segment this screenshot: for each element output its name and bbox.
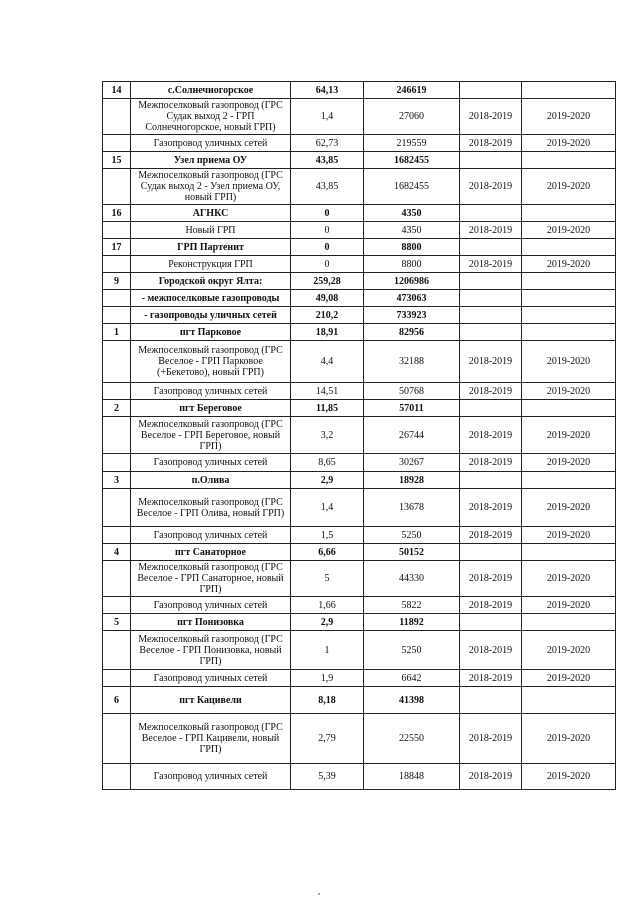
table-row bbox=[103, 205, 616, 222]
cell-len: 6,66 bbox=[291, 544, 364, 561]
table-row bbox=[103, 597, 616, 614]
cell-y2: 2019-2020 bbox=[522, 489, 616, 527]
cell-cost: 8800 bbox=[364, 239, 460, 256]
cell-len: 11,85 bbox=[291, 400, 364, 417]
table-row bbox=[103, 670, 616, 687]
cell-name: Межпоселковый газопровод (ГРС Судак выход 2 - Узел приема ОУ, новый ГРП) bbox=[131, 169, 291, 205]
cell-y1 bbox=[460, 307, 522, 324]
cell-y1: 2018-2019 bbox=[460, 383, 522, 400]
table-row bbox=[103, 152, 616, 169]
cell-cost: 5250 bbox=[364, 631, 460, 670]
cell-y2 bbox=[522, 239, 616, 256]
table-row bbox=[103, 273, 616, 290]
cell-num: 17 bbox=[103, 239, 131, 256]
cell-y2: 2019-2020 bbox=[522, 383, 616, 400]
cell-num bbox=[103, 631, 131, 670]
cell-y1: 2018-2019 bbox=[460, 714, 522, 764]
cell-y2: 2019-2020 bbox=[522, 527, 616, 544]
cell-name: пгт Санаторное bbox=[131, 544, 291, 561]
cell-len: 3,2 bbox=[291, 417, 364, 454]
table-row bbox=[103, 454, 616, 472]
cell-cost: 473063 bbox=[364, 290, 460, 307]
page-mark bbox=[318, 893, 320, 895]
cell-y1: 2018-2019 bbox=[460, 256, 522, 273]
cell-len: 0 bbox=[291, 256, 364, 273]
cell-cost: 22550 bbox=[364, 714, 460, 764]
cell-y2 bbox=[522, 273, 616, 290]
cell-y1: 2018-2019 bbox=[460, 561, 522, 597]
cell-len: 2,79 bbox=[291, 714, 364, 764]
cell-len: 5 bbox=[291, 561, 364, 597]
cell-num bbox=[103, 670, 131, 687]
cell-y2: 2019-2020 bbox=[522, 341, 616, 383]
cell-cost: 11892 bbox=[364, 614, 460, 631]
cell-y2: 2019-2020 bbox=[522, 714, 616, 764]
cell-num bbox=[103, 222, 131, 239]
cell-y1 bbox=[460, 687, 522, 714]
table-row bbox=[103, 324, 616, 341]
cell-cost: 4350 bbox=[364, 205, 460, 222]
cell-len: 14,51 bbox=[291, 383, 364, 400]
cell-num bbox=[103, 290, 131, 307]
cell-num bbox=[103, 135, 131, 152]
table-row bbox=[103, 383, 616, 400]
table-row bbox=[103, 82, 616, 99]
cell-name: пгт Береговое bbox=[131, 400, 291, 417]
table-row bbox=[103, 99, 616, 135]
cell-y1: 2018-2019 bbox=[460, 99, 522, 135]
cell-y1 bbox=[460, 205, 522, 222]
table-row bbox=[103, 290, 616, 307]
cell-len: 259,28 bbox=[291, 273, 364, 290]
cell-name: Межпоселковый газопровод (ГРС Веселое - ГРП Понизовка, новый ГРП) bbox=[131, 631, 291, 670]
table-row bbox=[103, 544, 616, 561]
cell-num bbox=[103, 169, 131, 205]
cell-len: 0 bbox=[291, 205, 364, 222]
cell-y2: 2019-2020 bbox=[522, 561, 616, 597]
cell-y2 bbox=[522, 152, 616, 169]
cell-len: 43,85 bbox=[291, 152, 364, 169]
cell-num bbox=[103, 527, 131, 544]
cell-cost: 1682455 bbox=[364, 152, 460, 169]
cell-name: пгт Понизовка bbox=[131, 614, 291, 631]
cell-num: 9 bbox=[103, 273, 131, 290]
cell-len: 1,4 bbox=[291, 99, 364, 135]
cell-len: 1 bbox=[291, 631, 364, 670]
table-row bbox=[103, 527, 616, 544]
cell-cost: 57011 bbox=[364, 400, 460, 417]
cell-y1 bbox=[460, 239, 522, 256]
cell-y2: 2019-2020 bbox=[522, 417, 616, 454]
cell-y1: 2018-2019 bbox=[460, 489, 522, 527]
cell-y1 bbox=[460, 273, 522, 290]
table-row bbox=[103, 714, 616, 764]
cell-len: 0 bbox=[291, 239, 364, 256]
cell-cost: 26744 bbox=[364, 417, 460, 454]
cell-name: Новый ГРП bbox=[131, 222, 291, 239]
cell-y1 bbox=[460, 290, 522, 307]
cell-y2 bbox=[522, 400, 616, 417]
cell-y1 bbox=[460, 152, 522, 169]
cell-y2: 2019-2020 bbox=[522, 597, 616, 614]
cell-y2 bbox=[522, 687, 616, 714]
table-row bbox=[103, 239, 616, 256]
cell-len: 62,73 bbox=[291, 135, 364, 152]
table-row bbox=[103, 135, 616, 152]
cell-cost: 1682455 bbox=[364, 169, 460, 205]
cell-cost: 50152 bbox=[364, 544, 460, 561]
cell-y1: 2018-2019 bbox=[460, 631, 522, 670]
cell-y2 bbox=[522, 82, 616, 99]
cell-name: с.Солнечногорское bbox=[131, 82, 291, 99]
cell-y2 bbox=[522, 290, 616, 307]
cell-cost: 32188 bbox=[364, 341, 460, 383]
table-row bbox=[103, 561, 616, 597]
cell-name: Межпоселковый газопровод (ГРС Веселое - ГРП Береговое, новый ГРП) bbox=[131, 417, 291, 454]
table-row bbox=[103, 614, 616, 631]
cell-num: 6 bbox=[103, 687, 131, 714]
cell-len: 4,4 bbox=[291, 341, 364, 383]
cell-cost: 5250 bbox=[364, 527, 460, 544]
cell-len: 1,66 bbox=[291, 597, 364, 614]
cell-len: 64,13 bbox=[291, 82, 364, 99]
cell-len: 2,9 bbox=[291, 614, 364, 631]
cell-cost: 5822 bbox=[364, 597, 460, 614]
cell-num bbox=[103, 561, 131, 597]
cell-len: 1,5 bbox=[291, 527, 364, 544]
cell-cost: 44330 bbox=[364, 561, 460, 597]
cell-y2 bbox=[522, 544, 616, 561]
cell-len: 210,2 bbox=[291, 307, 364, 324]
cell-len: 1,4 bbox=[291, 489, 364, 527]
cell-y1 bbox=[460, 614, 522, 631]
cell-y1 bbox=[460, 400, 522, 417]
cell-y2: 2019-2020 bbox=[522, 454, 616, 472]
cell-num: 15 bbox=[103, 152, 131, 169]
cell-num bbox=[103, 383, 131, 400]
table-row bbox=[103, 307, 616, 324]
cell-name: Газопровод уличных сетей bbox=[131, 383, 291, 400]
cell-name: Межпоселковый газопровод (ГРС Судак выход 2 - ГРП Солнечногорское, новый ГРП) bbox=[131, 99, 291, 135]
table-row bbox=[103, 472, 616, 489]
gas-pipeline-table bbox=[102, 81, 616, 790]
cell-y1: 2018-2019 bbox=[460, 764, 522, 790]
cell-name: пгт Парковое bbox=[131, 324, 291, 341]
cell-name: Межпоселковый газопровод (ГРС Веселое - ГРП Санаторное, новый ГРП) bbox=[131, 561, 291, 597]
cell-cost: 219559 bbox=[364, 135, 460, 152]
cell-y2: 2019-2020 bbox=[522, 135, 616, 152]
cell-num bbox=[103, 764, 131, 790]
cell-cost: 27060 bbox=[364, 99, 460, 135]
table-row bbox=[103, 631, 616, 670]
cell-y1: 2018-2019 bbox=[460, 417, 522, 454]
cell-num bbox=[103, 256, 131, 273]
table-row bbox=[103, 489, 616, 527]
cell-name: Реконструкция ГРП bbox=[131, 256, 291, 273]
cell-y2 bbox=[522, 205, 616, 222]
cell-num bbox=[103, 714, 131, 764]
table-row bbox=[103, 341, 616, 383]
cell-name: п.Олива bbox=[131, 472, 291, 489]
cell-num bbox=[103, 454, 131, 472]
cell-cost: 733923 bbox=[364, 307, 460, 324]
cell-num bbox=[103, 99, 131, 135]
cell-name: Газопровод уличных сетей bbox=[131, 454, 291, 472]
cell-name: - газопроводы уличных сетей bbox=[131, 307, 291, 324]
cell-y1: 2018-2019 bbox=[460, 222, 522, 239]
cell-name: Городской округ Ялта: bbox=[131, 273, 291, 290]
cell-num: 14 bbox=[103, 82, 131, 99]
cell-cost: 6642 bbox=[364, 670, 460, 687]
cell-name: - межпоселковые газопроводы bbox=[131, 290, 291, 307]
cell-len: 8,65 bbox=[291, 454, 364, 472]
cell-len: 0 bbox=[291, 222, 364, 239]
cell-num bbox=[103, 417, 131, 454]
table-row bbox=[103, 687, 616, 714]
cell-name: Газопровод уличных сетей bbox=[131, 527, 291, 544]
cell-y2: 2019-2020 bbox=[522, 169, 616, 205]
cell-num bbox=[103, 341, 131, 383]
cell-y2 bbox=[522, 307, 616, 324]
cell-y1 bbox=[460, 472, 522, 489]
cell-len: 49,08 bbox=[291, 290, 364, 307]
cell-name: Межпоселковый газопровод (ГРС Веселое - ГРП Олива, новый ГРП) bbox=[131, 489, 291, 527]
cell-num bbox=[103, 307, 131, 324]
cell-cost: 8800 bbox=[364, 256, 460, 273]
cell-cost: 18928 bbox=[364, 472, 460, 489]
cell-y2: 2019-2020 bbox=[522, 631, 616, 670]
cell-y2: 2019-2020 bbox=[522, 99, 616, 135]
cell-cost: 41398 bbox=[364, 687, 460, 714]
cell-name: Газопровод уличных сетей bbox=[131, 670, 291, 687]
cell-cost: 18848 bbox=[364, 764, 460, 790]
cell-name: Узел приема ОУ bbox=[131, 152, 291, 169]
table-row bbox=[103, 417, 616, 454]
cell-y1: 2018-2019 bbox=[460, 135, 522, 152]
cell-name: Газопровод уличных сетей bbox=[131, 597, 291, 614]
table-row bbox=[103, 169, 616, 205]
cell-cost: 30267 bbox=[364, 454, 460, 472]
cell-y1 bbox=[460, 544, 522, 561]
cell-name: пгт Кацивели bbox=[131, 687, 291, 714]
cell-name: АГНКС bbox=[131, 205, 291, 222]
cell-y2: 2019-2020 bbox=[522, 256, 616, 273]
cell-y1: 2018-2019 bbox=[460, 341, 522, 383]
cell-name: Межпоселковый газопровод (ГРС Веселое - ГРП Кацивели, новый ГРП) bbox=[131, 714, 291, 764]
table-row bbox=[103, 764, 616, 790]
cell-len: 18,91 bbox=[291, 324, 364, 341]
cell-name: Газопровод уличных сетей bbox=[131, 764, 291, 790]
cell-y2 bbox=[522, 472, 616, 489]
cell-num: 1 bbox=[103, 324, 131, 341]
cell-cost: 50768 bbox=[364, 383, 460, 400]
cell-len: 5,39 bbox=[291, 764, 364, 790]
cell-cost: 13678 bbox=[364, 489, 460, 527]
cell-y1: 2018-2019 bbox=[460, 597, 522, 614]
cell-y2: 2019-2020 bbox=[522, 764, 616, 790]
table-row bbox=[103, 400, 616, 417]
cell-y1: 2018-2019 bbox=[460, 169, 522, 205]
cell-len: 8,18 bbox=[291, 687, 364, 714]
cell-name: Межпоселковый газопровод (ГРС Веселое - ГРП Парковое (+Бекетово), новый ГРП) bbox=[131, 341, 291, 383]
cell-cost: 82956 bbox=[364, 324, 460, 341]
cell-y2: 2019-2020 bbox=[522, 670, 616, 687]
cell-name: ГРП Партенит bbox=[131, 239, 291, 256]
cell-num bbox=[103, 597, 131, 614]
cell-cost: 1206986 bbox=[364, 273, 460, 290]
cell-y2: 2019-2020 bbox=[522, 222, 616, 239]
cell-cost: 246619 bbox=[364, 82, 460, 99]
cell-num: 16 bbox=[103, 205, 131, 222]
table-row bbox=[103, 222, 616, 239]
cell-y1: 2018-2019 bbox=[460, 527, 522, 544]
cell-name: Газопровод уличных сетей bbox=[131, 135, 291, 152]
cell-len: 43,85 bbox=[291, 169, 364, 205]
cell-y1 bbox=[460, 82, 522, 99]
cell-y2 bbox=[522, 614, 616, 631]
table-row bbox=[103, 256, 616, 273]
cell-y1: 2018-2019 bbox=[460, 670, 522, 687]
cell-num bbox=[103, 489, 131, 527]
cell-len: 1,9 bbox=[291, 670, 364, 687]
cell-y1: 2018-2019 bbox=[460, 454, 522, 472]
cell-num: 2 bbox=[103, 400, 131, 417]
cell-len: 2,9 bbox=[291, 472, 364, 489]
cell-cost: 4350 bbox=[364, 222, 460, 239]
cell-num: 4 bbox=[103, 544, 131, 561]
cell-num: 5 bbox=[103, 614, 131, 631]
cell-y1 bbox=[460, 324, 522, 341]
cell-y2 bbox=[522, 324, 616, 341]
cell-num: 3 bbox=[103, 472, 131, 489]
